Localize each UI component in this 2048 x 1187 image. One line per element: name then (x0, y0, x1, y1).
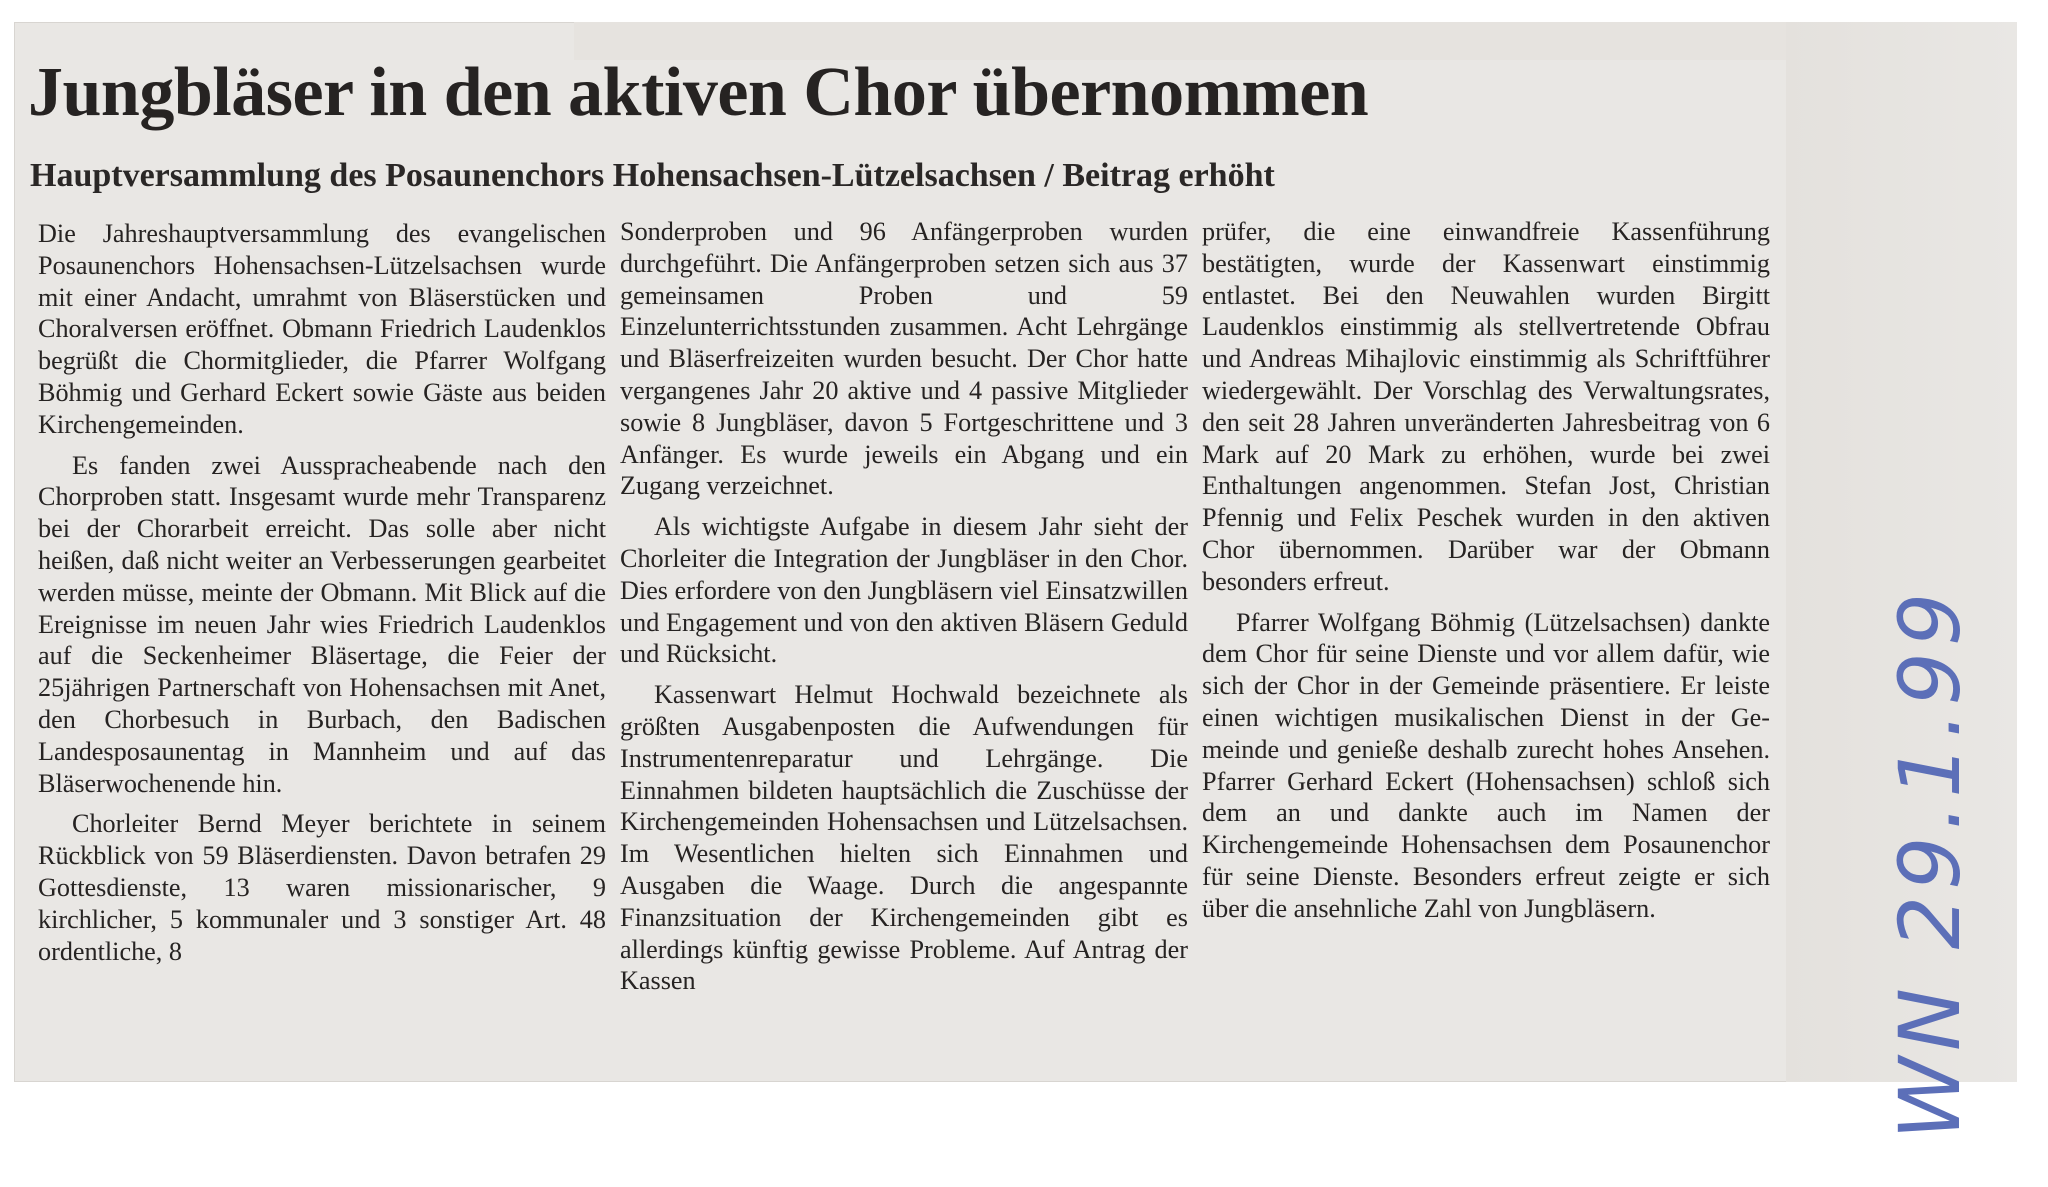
article-column-3 (1202, 216, 1770, 925)
handwritten-source-note: WN 29.1.99 (1881, 586, 1979, 1140)
column1-paragraph-2: Es fanden zwei Ausspracheabende nach den Chorproben statt. Insgesamt wurde mehr Transparenz bei der Chorarbeit erreicht. Das solle aber nicht heißen, daß nicht weiter an Verbesserungen gearbeitet werden müsse, meinte der Obmann. Mit Blick auf die Ereignisse im neuen Jahr wies Friedrich Laudenklos auf die Seckenheimer Bläsertage, die Feier der 25jährigen Partnerschaft von Hohensachsen mit Anet, den Chorbesuch in Burbach, den Badischen Landesposaunentag in Mannheim und auf das Bläserwochenende hin. (38, 450, 606, 798)
newspaper-clipping (14, 22, 2017, 1082)
article-column-2 (620, 216, 1188, 997)
article-column-1 (38, 218, 606, 967)
article-headline: Jungbläser in den aktiven Chor übernommen (28, 54, 1369, 131)
column3-paragraph-1: prüfer, die eine einwandfreie Kassenführung bestätigten, wurde der Kassenwart einstimmig entlastet. Bei den Neuwahlen wurden Birgitt Laudenklos einstimmig als stellvertretende Obfrau und Andreas Mihajlovic einstimmig als Schriftführer wiedergewählt. Der Vorschlag des Verwaltungsrates, den seit 28 Jahren unveränderten Jahresbeitrag von 6 Mark auf 20 Mark zu erhöhen, wurde bei zwei Enthaltungen angenommen. Stefan Jost, Christian Pfennig und Felix Peschek wurden in den aktiven Chor übernommen. Darüber war der Obmann besonders erfreut. (1202, 217, 1770, 596)
article-subheadline: Hauptversammlung des Posaunenchors Hohensachsen-Lützelsachsen / Beitrag erhöht (30, 157, 1275, 194)
column2-paragraph-3: Kassenwart Helmut Hochwald bezeichnete als größten Ausgabenposten die Aufwendungen für Instrumentenreparatur und Lehrgänge. Die Einnahmen bildeten hauptsächlich die Zuschüsse der Kirchengemeinden Hohensachsen und Lützelsachsen. Im Wesentlichen hielten sich Einnahmen und Ausgaben die Waage. Durch die angespannte Finanzsituation der Kirchengemeinden gibt es allerdings künftig gewisse Probleme. Auf Antrag der Kassen (620, 680, 1188, 996)
column2-paragraph-1: Sonderproben und 96 Anfängerproben wurden durchgeführt. Die Anfängerproben setzen sich aus 37 gemeinsamen Proben und 59 Einzelunterrichtsstunden zusammen. Acht Lehrgänge und Bläserfreizeiten wurden besucht. Der Chor hatte vergangenes Jahr 20 aktive und 4 passive Mitglieder sowie 8 Jungbläser, davon 5 Fortgeschrittene und 3 Anfänger. Es wurde jeweils ein Abgang und ein Zugang verzeichnet. (620, 217, 1188, 501)
column1-paragraph-3: Chorleiter Bernd Meyer berichtete in seinem Rückblick von 59 Bläserdiensten. Davon betrafen 29 Gottesdienste, 13 waren missionarischer, 9 kirchlicher, 5 kommunaler und 3 sonstiger Art. 48 ordentliche, 8 (38, 809, 606, 966)
column3-paragraph-2: Pfarrer Wolfgang Böhmig (Lützelsachsen) dankte dem Chor für seine Dienste und vor allem dafür, wie sich der Chor in der Gemeinde präsentiere. Er leiste einen wichtigen musikalischen Dienst in der Gemeinde und genieße deshalb zurecht hohes Ansehen. Pfarrer Gerhard Eckert (Hohensachsen) schloß sich dem an und dankte auch im Namen der Kirchengemeinde Hohensachsen dem Posaunenchor für seine Dienste. Besonders erfreut zeigte er sich über die ansehnliche Zahl von Jungbläsern. (1202, 607, 1770, 923)
column2-paragraph-2: Als wichtigste Aufgabe in diesem Jahr sieht der Chorleiter die Integration der Jungbläser in den Chor. Dies erfordere von den Jungbläsern viel Einsatzwillen und Engagement und von den aktiven Bläsern Geduld und Rücksicht. (620, 512, 1188, 669)
column1-paragraph-1: Die Jahreshauptversammlung des evangelischen Posaunenchors Hohensachsen-Lützelsachsen wurde mit einer Andacht, umrahmt von Bläserstücken und Choralversen eröffnet. Obmann Friedrich Laudenklos begrüßt die Chormitglieder, die Pfarrer Wolfgang Böhmig und Gerhard Eckert sowie Gäste aus beiden Kirchengemeinden. (38, 219, 606, 439)
